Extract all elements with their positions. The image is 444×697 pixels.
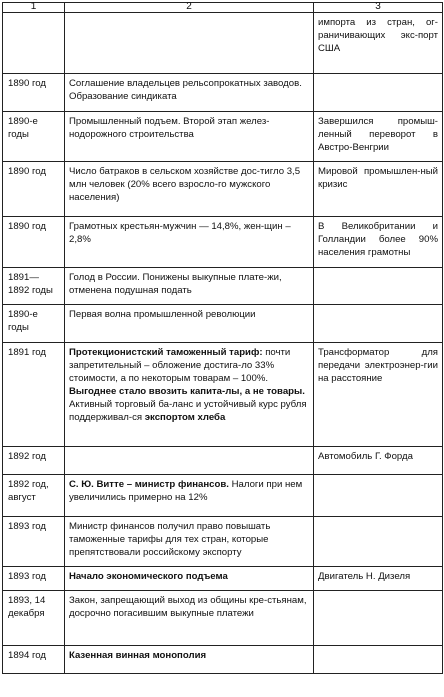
world-event-cell [314, 475, 443, 517]
event-cell [65, 567, 314, 591]
event-cell [65, 646, 314, 674]
event-cell: Первая волна промышленной революции [65, 305, 314, 343]
world-event-cell [314, 268, 443, 305]
date-cell: 1890-е годы [3, 305, 65, 343]
table-row [3, 74, 443, 112]
event-cell: Закон, запрещающий выход из общины кре-стьянам, досрочно погасившим выкупные платежи [65, 591, 314, 646]
event-text: почти запретительный – обложение достига-ло 33% стоимости, а по некоторым товарам – 100%. [69, 347, 291, 384]
table-row [3, 475, 443, 517]
date-cell: 1890 год [3, 74, 65, 112]
world-event-cell: В Великобритании и Голландии более 90% населения грамотны [314, 217, 443, 268]
table-row [3, 305, 443, 343]
chronology-table [2, 2, 443, 674]
table-row [3, 162, 443, 217]
date-cell: 1893 год [3, 517, 65, 567]
world-event-cell [314, 591, 443, 646]
table-row [3, 567, 443, 591]
table-row [3, 217, 443, 268]
date-cell: 1894 год [3, 646, 65, 674]
event-cell: Голод в России. Понижены выкупные плате-жи, отменена подушная подать [65, 268, 314, 305]
table-row [3, 591, 443, 646]
event-text: Активный торговый ба-ланс и устойчивый курс рубля поддерживал-ся [69, 399, 307, 423]
date-cell: 1893 год [3, 567, 65, 591]
event-bold-text: Казенная винная монополия [69, 650, 207, 661]
event-cell: Грамотных крестьян-мужчин — 14,8%, жен-щин – 2,8% [65, 217, 314, 268]
date-cell: 1890 год [3, 217, 65, 268]
event-bold-text: С. Ю. Витте – министр финансов. [69, 479, 229, 490]
table-row [3, 646, 443, 674]
event-cell: Соглашение владельцев рельсопрокатных заводов. Образование синдиката [65, 74, 314, 112]
table-row [3, 112, 443, 162]
date-cell: 1890 год [3, 162, 65, 217]
event-cell [65, 13, 314, 74]
event-text: Налоги при нем увеличились примерно на 12% [69, 479, 303, 503]
world-event-cell [314, 305, 443, 343]
world-event-cell: Автомобиль Г. Форда [314, 447, 443, 475]
event-cell: Промышленный подъем. Второй этап желез-нодорожного строительства [65, 112, 314, 162]
table-row [3, 343, 443, 447]
table-row [3, 268, 443, 305]
table-row [3, 13, 443, 74]
table-header-row [3, 3, 443, 13]
event-cell [65, 343, 314, 447]
world-event-cell: Двигатель Н. Дизеля [314, 567, 443, 591]
date-cell: 1893, 14 декабря [3, 591, 65, 646]
event-bold-text: Начало экономического подъема [69, 571, 228, 582]
event-cell [65, 447, 314, 475]
event-bold-text: Выгоднее стало ввозить капита-лы, а не товары. [69, 386, 305, 397]
event-bold-text: Протекционистский таможенный тариф: [69, 347, 263, 358]
event-cell [65, 475, 314, 517]
table-row [3, 447, 443, 475]
event-cell: Министр финансов получил право повышать таможенные тарифы для тех стран, которые препятствовали российскому экспорту [65, 517, 314, 567]
world-event-cell: Завершился промыш-ленный переворот в Австро-Венгрии [314, 112, 443, 162]
column-number-2: 2 [65, 3, 314, 13]
date-cell: 1892 год [3, 447, 65, 475]
world-event-cell [314, 74, 443, 112]
date-cell: 1890-е годы [3, 112, 65, 162]
date-cell: 1892 год, август [3, 475, 65, 517]
date-cell: 1891— 1892 годы [3, 268, 65, 305]
world-event-cell: Мировой промышлен-ный кризис [314, 162, 443, 217]
world-event-cell: импорта из стран, ог-раничивающих экс-порт США [314, 13, 443, 74]
event-bold-text: экспортом хлеба [144, 412, 226, 423]
date-cell: 1891 год [3, 343, 65, 447]
world-event-cell [314, 646, 443, 674]
date-cell [3, 13, 65, 74]
table-row [3, 517, 443, 567]
event-cell: Число батраков в сельском хозяйстве дос-тигло 3,5 млн человек (20% всего взросло-го мужского населения) [65, 162, 314, 217]
world-event-cell: Трансформатор для передачи электроэнер-гии на расстояние [314, 343, 443, 447]
column-number-1: 1 [3, 3, 65, 13]
world-event-cell [314, 517, 443, 567]
column-number-3: 3 [314, 3, 443, 13]
